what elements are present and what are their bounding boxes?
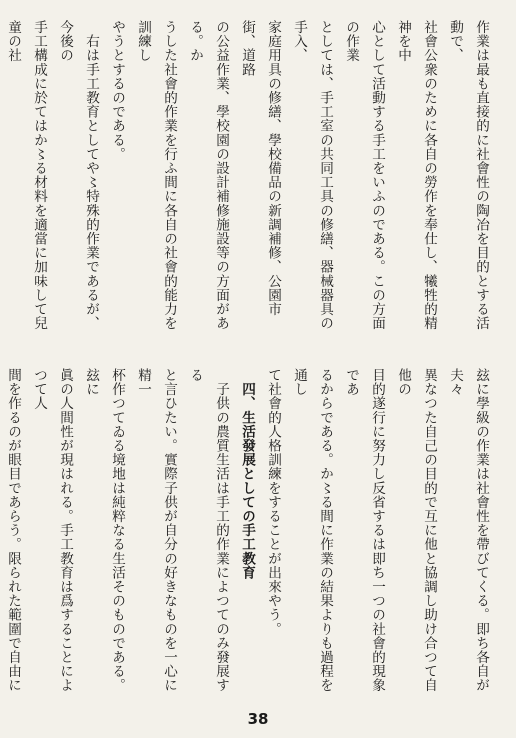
section-heading: 四、生活發展としての手工教育 bbox=[239, 382, 255, 580]
upper-text-block: 作業は最も直接的に社會性の陶冶を目的とする活動で、 社會公衆のために各自の勞作を奉仕し、犧牲的精神を中 心として活動する手工をいふのである。この方面の作業 としては、手工室の共同工具の修繕、器械器具の手入、 家庭用具の修繕、學校備品の新調補修、公園市街、道路 の公益作業、學校園の設計補修施設等の方面がある。か うした社會的作業を行ふ間に各自の社會的能力を訓練し やうとするのである。 右は手工教育としてや〻特殊的作業であるが、今後の 手工構成に於てはか〻る材料を適當に加味して兒童の社 bbox=[5, 20, 489, 331]
page-number: 38 bbox=[247, 710, 269, 728]
lower-text-before-heading: 玆に學級の作業は社會性を帶びてくる。即ち各自が夫々 異なつた自己の目的で互に他と協調し助け合つて自他の 目的遂行に努力し反省するは即ち一つの社會的現象であ るからである。か〻る間に作業の結果よりも過程を通し て社會的人格訓練をすることが出來やう。 bbox=[265, 368, 489, 693]
lower-text-block bbox=[5, 368, 494, 698]
lower-text-after-heading: 子供の農質生活は手工的作業によつてのみ發展する と言ひたい。實際子供が自分の好きなものを一心に精一 杯作つてゐる境地は純粹なる生活そのものである。玆に 眞の人間性が現はれる。手工教育は爲することによつて人 間を作るのが眼目であらう。限られた範圍で自由に bbox=[5, 368, 229, 693]
